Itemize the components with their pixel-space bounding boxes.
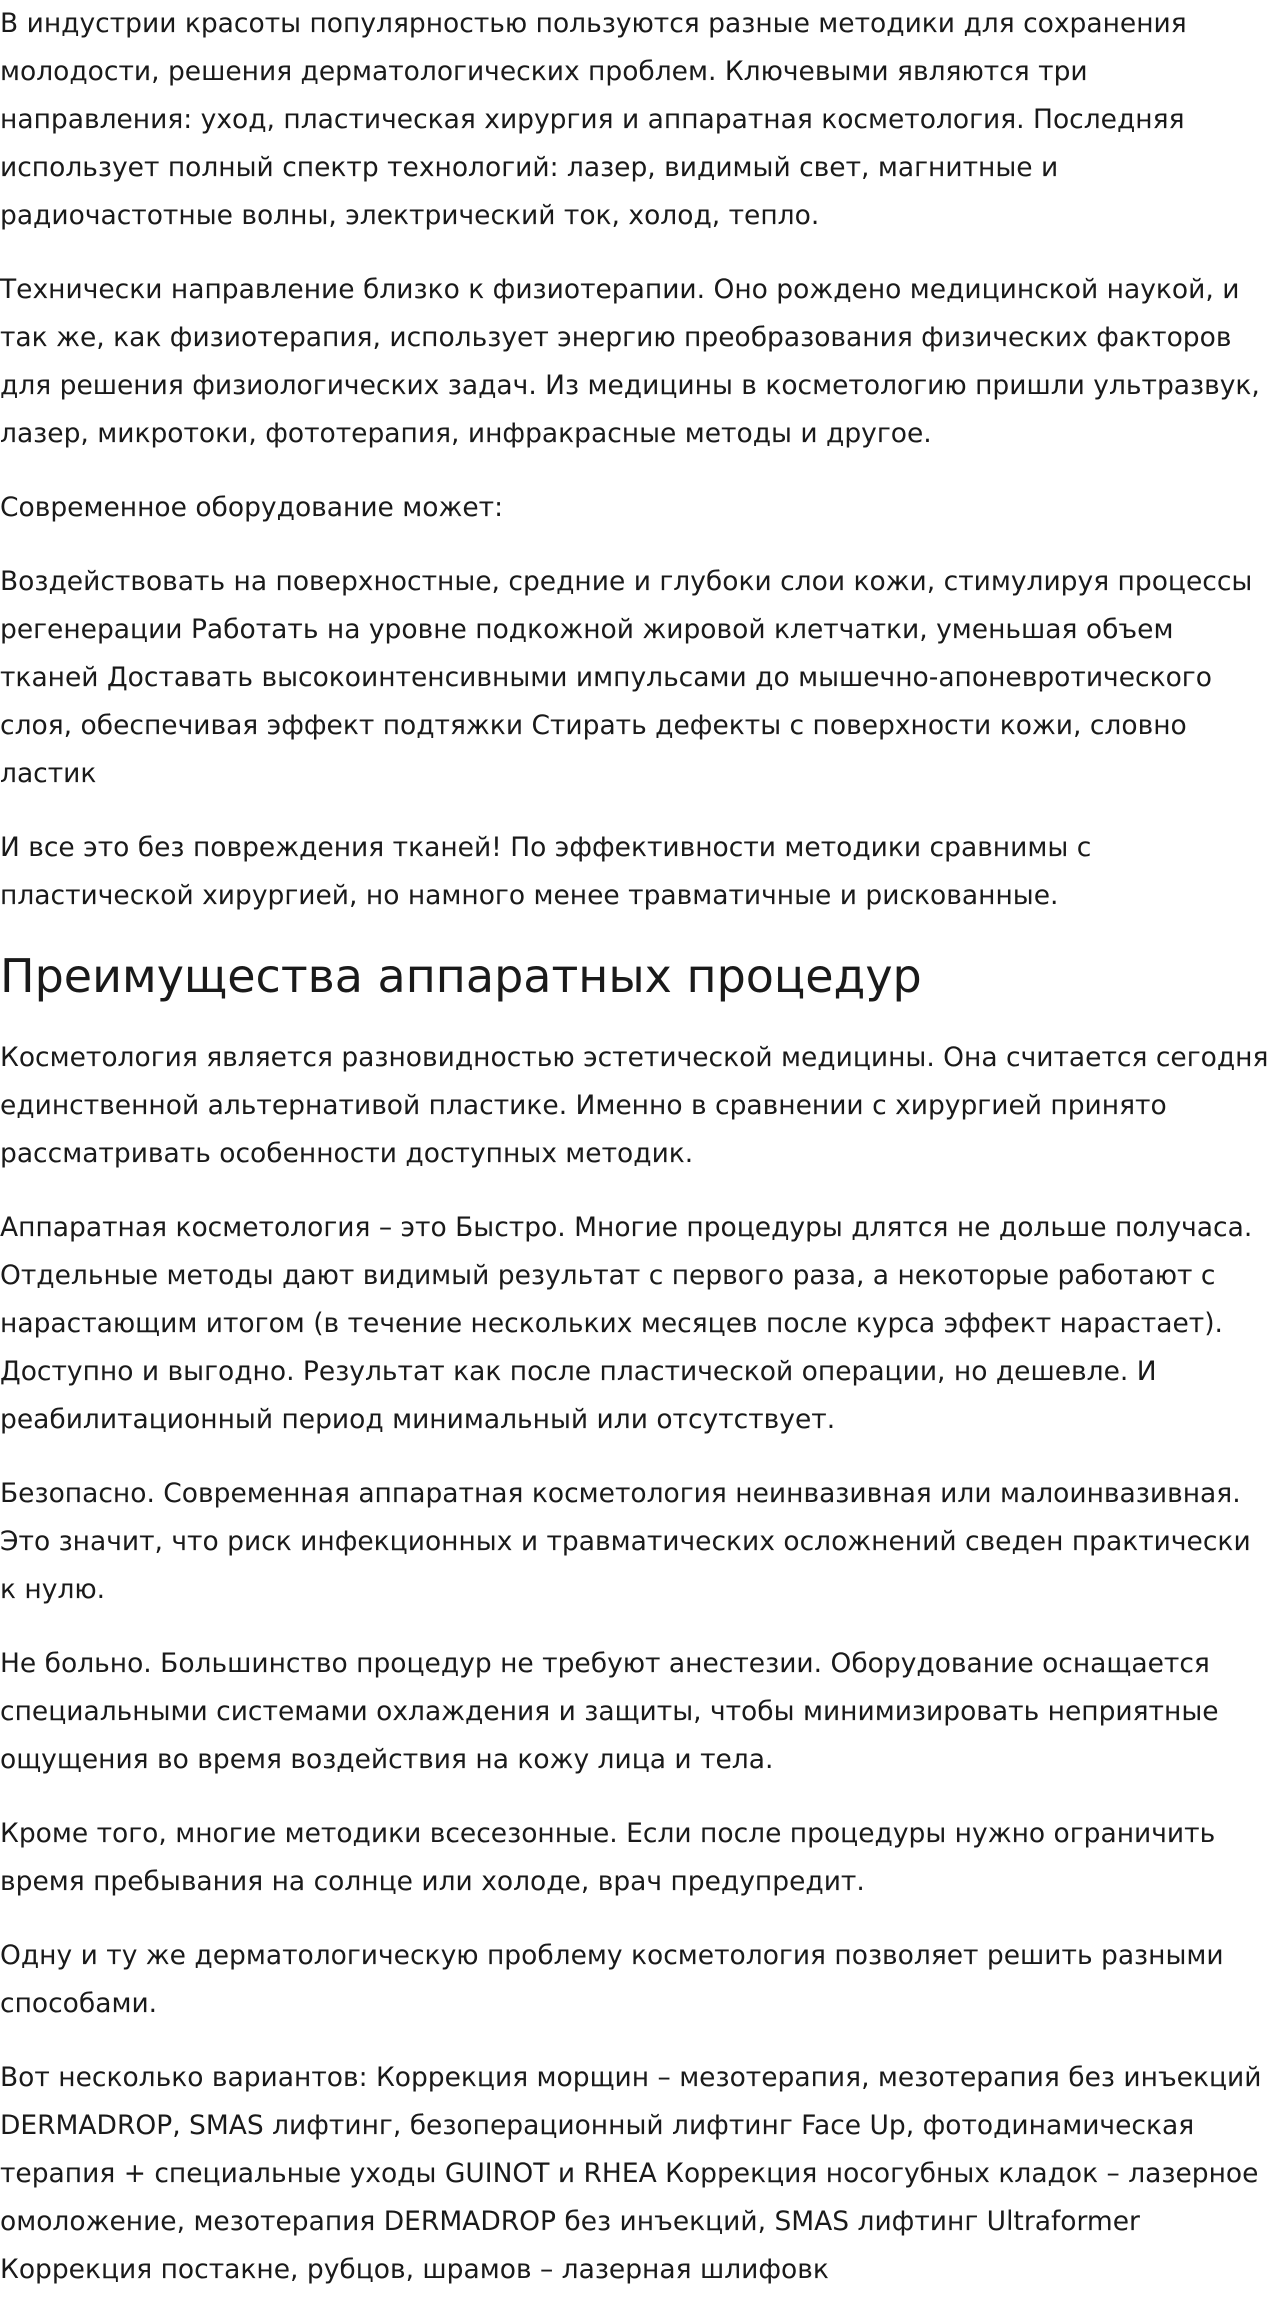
paragraph-all-season: Кроме того, многие методики всесезонные. Если после процедуры нужно ограничить время пребывания на солнце или холоде, врач предупредит. <box>0 1818 1216 1897</box>
paragraph-different-ways: Одну и ту же дерматологическую проблему косметология позволяет решить разными способами. <box>0 1940 1224 2019</box>
paragraph-equipment-can: Современное оборудование может: <box>0 492 504 523</box>
section-heading-advantages: Преимущества аппаратных процедур <box>0 949 922 1003</box>
paragraph-painless: Не больно. Большинство процедур не требуют анестезии. Оборудование оснащается специальными системами охлаждения и защиты, чтобы минимизировать неприятные ощущения во время воздействия на кожу лица и тела. <box>0 1648 1219 1775</box>
paragraph-no-tissue-damage: И все это без повреждения тканей! По эффективности методики сравнимы с пластической хирургией, но намного менее травматичные и рискованные. <box>0 832 1092 911</box>
paragraph-safe: Безопасно. Современная аппаратная косметология неинвазивная или малоинвазивная. Это значит, что риск инфекционных и травматических осложнений сведен практически к нулю. <box>0 1478 1251 1605</box>
paragraph-aesthetic-medicine: Косметология является разновидностью эстетической медицины. Она считается сегодня единственной альтернативой пластике. Именно в сравнении с хирургией принято рассматривать особенности доступных методик. <box>0 1042 1269 1169</box>
paragraph-intro-beauty-industry: В индустрии красоты популярностью пользуются разные методики для сохранения молодости, решения дерматологических проблем. Ключевыми являются три направления: уход, пластическая хирургия и аппаратная косметология. Последняя использует полный спектр технологий: лазер, видимый свет, магнитные и радиочастотные волны, электрический ток, холод, тепло. <box>0 8 1187 231</box>
paragraph-physiotherapy: Технически направление близко к физиотерапии. Оно рождено медицинской наукой, и так же, как физиотерапия, использует энергию преобразования физических факторов для решения физиологических задач. Из медицины в косметологию пришли ультразвук, лазер, микротоки, фототерапия, инфракрасные методы и другое. <box>0 274 1260 449</box>
paragraph-equipment-capabilities: Воздействовать на поверхностные, средние и глубоки слои кожи, стимулируя процессы регенерации Работать на уровне подкожной жировой клетчатки, уменьшая объем тканей Доставать высокоинтенсивными импульсами до мышечно-апоневротического слоя, обеспечивая эффект подтяжки Стирать дефекты с поверхности кожи, словно ластик <box>0 566 1253 789</box>
paragraph-variants: Вот несколько вариантов: Коррекция морщин – мезотерапия, мезотерапия без инъекций DERMADROP, SMAS лифтинг, безоперационный лифтинг Face Up, фотодинамическая терапия + специальные уходы GUINOT и RHEA Коррекция носогубных кладок – лазерное омоложение, мезотерапия DERMADROP без инъекций, SMAS лифтинг Ultraformer Коррекция постакне, рубцов, шрамов – лазерная шлифовк <box>0 2062 1262 2285</box>
paragraph-fast-affordable: Аппаратная косметология – это Быстро. Многие процедуры длятся не дольше получаса. Отдельные методы дают видимый результат с первого раза, а некоторые работают с нарастающим итогом (в течение нескольких месяцев после курса эффект нарастает). Доступно и выгодно. Результат как после пластической операции, но дешевле. И реабилитационный период минимальный или отсутствует. <box>0 1212 1253 1435</box>
